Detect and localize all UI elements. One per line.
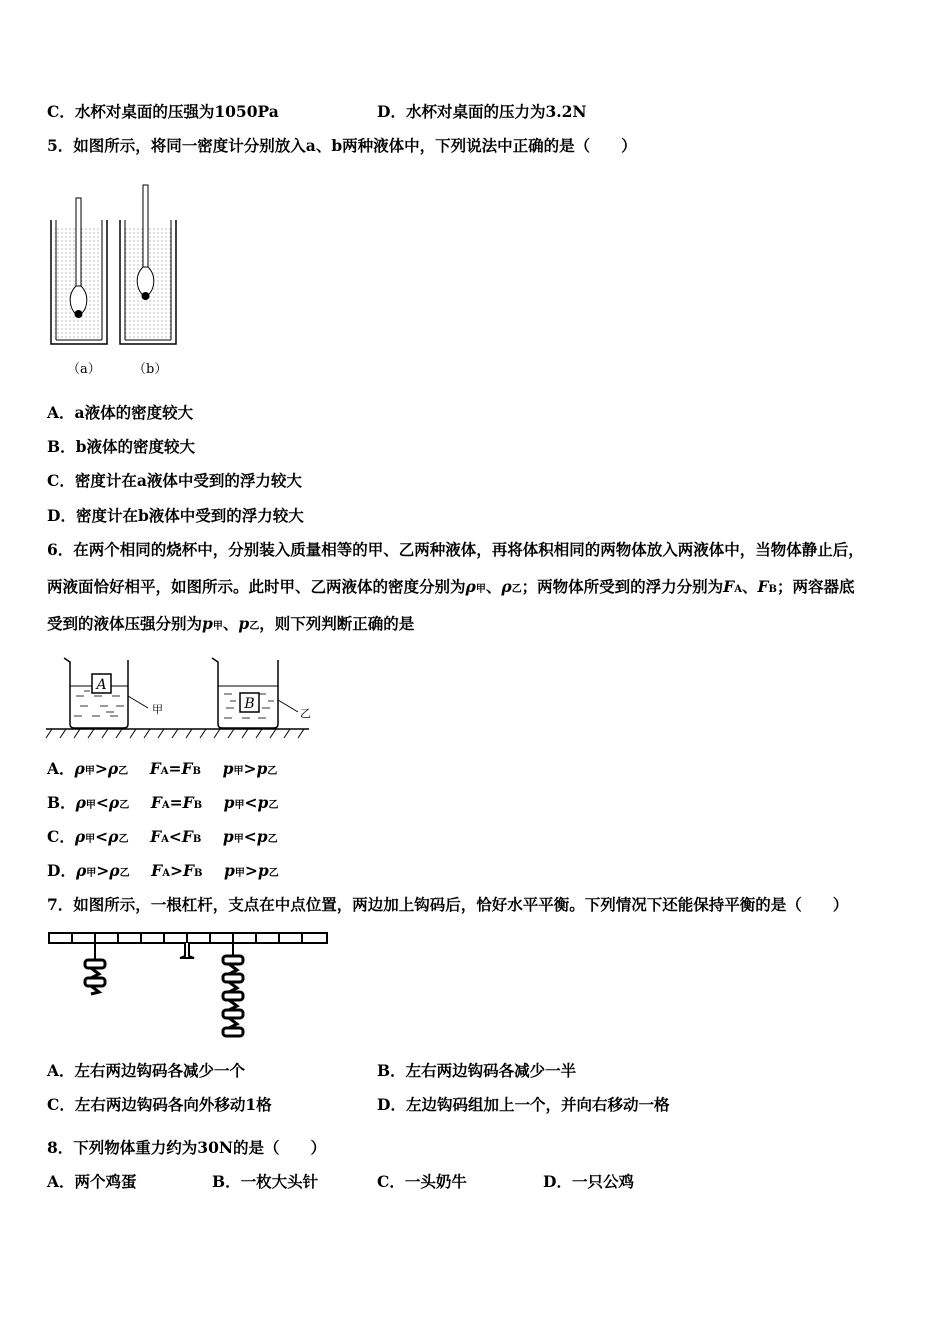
beaker-jia: [64, 658, 163, 728]
q5-stem: 5．如图所示，将同一密度计分别放入a、b两种液体中，下列说法中正确的是（ ）: [47, 136, 637, 155]
beakers-figure: [44, 650, 314, 745]
block-a-label: A: [96, 677, 107, 693]
q8-option-a: A．两个鸡蛋: [47, 1172, 137, 1191]
hydrometer-figure: [45, 180, 185, 380]
q7-option-d: D．左边钩码组加上一个，并向右移动一格: [377, 1095, 670, 1114]
beaker-yi: [212, 658, 311, 728]
label-a: （a）: [67, 362, 101, 377]
q4-option-c: C．水杯对桌面的压强为1050Pa: [47, 102, 279, 121]
q5-option-d: D．密度计在b液体中受到的浮力较大: [47, 506, 304, 525]
q8-option-d: D．一只公鸡: [543, 1172, 634, 1191]
right-weights: [223, 956, 243, 1036]
q7-option-a: A．左右两边钩码各减少一个: [47, 1061, 246, 1080]
q6-option-c: C．ρ甲<ρ乙 FA<FB p甲<p乙: [47, 827, 278, 846]
liquid-jia-label: 甲: [152, 703, 163, 716]
q5-option-c: C．密度计在a液体中受到的浮力较大: [47, 471, 302, 490]
q6-option-d: D．ρ甲>ρ乙 FA>FB p甲>p乙: [47, 861, 279, 880]
q5-option-a: A．a液体的密度较大: [47, 403, 194, 422]
q4-option-d: D．水杯对桌面的压力为3.2N: [377, 102, 587, 121]
q6-stem-line1: 6．在两个相同的烧杯中，分别装入质量相等的甲、乙两种液体，再将体积相同的两物体放入两液体中，当物体静止后，: [47, 540, 864, 559]
q6-option-a: A．ρ甲>ρ乙 FA=FB p甲>p乙: [47, 759, 278, 778]
q8-option-b: B．一枚大头针: [212, 1172, 319, 1191]
q7-option-c: C．左右两边钩码各向外移动1格: [47, 1095, 272, 1114]
q8-stem: 8．下列物体重力约为30N的是（ ）: [47, 1138, 327, 1157]
lever-figure: [47, 928, 332, 1048]
liquid-yi-label: 乙: [300, 707, 311, 720]
q7-option-b: B．左右两边钩码各减少一半: [377, 1061, 577, 1080]
label-b: （b）: [133, 362, 168, 377]
q6-stem-line2: 两液面恰好相平，如图所示。此时甲、乙两液体的密度分别为ρ甲、ρ乙；两物体所受到的浮力分别为FA、FB；两容器底: [47, 577, 855, 596]
left-weights: [85, 960, 105, 994]
beaker-b: [120, 185, 176, 344]
q5-option-b: B．b液体的密度较大: [47, 437, 195, 456]
q7-stem: 7．如图所示，一根杠杆，支点在中点位置，两边加上钩码后，恰好水平平衡。下列情况下还能保持平衡的是（ ）: [47, 895, 849, 914]
beaker-a: [51, 198, 107, 344]
q8-option-c: C．一头奶牛: [377, 1172, 467, 1191]
block-b-label: B: [244, 696, 255, 712]
q6-option-b: B．ρ甲<ρ乙 FA=FB p甲<p乙: [47, 793, 279, 812]
q6-stem-line3: 受到的液体压强分别为p甲、p乙，则下列判断正确的是: [47, 614, 415, 633]
